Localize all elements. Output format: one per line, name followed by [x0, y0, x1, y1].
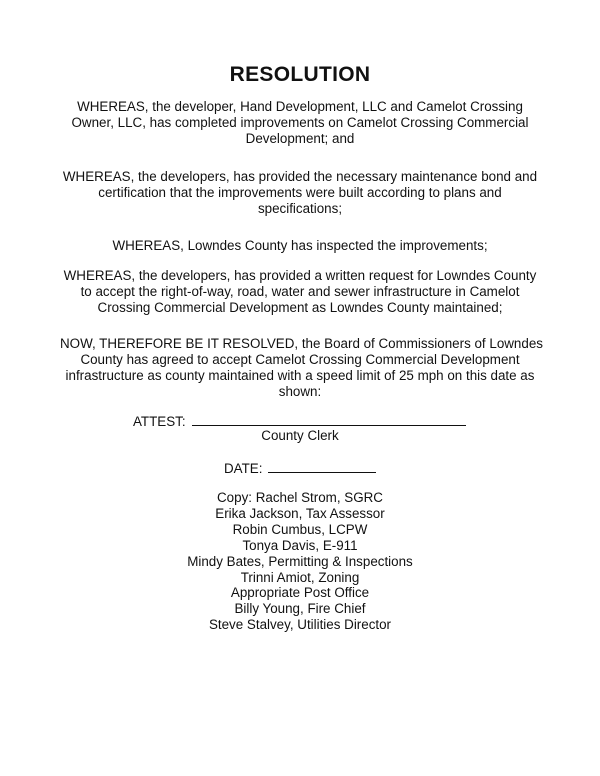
copy-recipient: Tonya Davis, E-911 [242, 537, 358, 553]
paragraph-line: Development; and [245, 131, 355, 146]
paragraph-line: to accept the right-of-way, road, water and sewer infrastructure in Camelot [80, 284, 520, 299]
paragraph-line: NOW, THEREFORE BE IT RESOLVED, the Board of Commissioners of Lowndes [60, 336, 543, 351]
copy-recipient: Trinni Amiot, Zoning [240, 569, 360, 585]
paragraph-line: specifications; [257, 201, 343, 216]
paragraph-line: WHEREAS, the developers, has provided a written request for Lowndes County [63, 268, 537, 283]
paragraph-line: infrastructure as county maintained with a speed limit of 25 mph on this date as [65, 368, 535, 383]
paragraph-line: certification that the improvements were built according to plans and [98, 185, 502, 200]
whereas-paragraph-1 [60, 99, 540, 147]
paragraph-line: WHEREAS, the developer, Hand Development, LLC and Camelot Crossing [77, 99, 523, 114]
copy-recipient: Steve Stalvey, Utilities Director [208, 617, 392, 633]
paragraph-line: Crossing Commercial Development as Lowndes County maintained; [97, 300, 503, 315]
paragraph-line: Owner, LLC, has completed improvements on Camelot Crossing Commercial [71, 115, 529, 130]
attest-signature-line [192, 412, 466, 426]
copy-recipient: Erika Jackson, Tax Assessor [215, 505, 385, 521]
date-label: DATE: [224, 461, 263, 476]
document-title: RESOLUTION [229, 63, 371, 86]
copy-recipient: Billy Young, Fire Chief [234, 601, 366, 617]
copy-list [0, 490, 600, 633]
whereas-paragraph-3 [60, 238, 540, 254]
paragraph-line: County has agreed to accept Camelot Crossing Commercial Development [80, 352, 520, 367]
date-blank-line [268, 459, 376, 473]
county-clerk-label: County Clerk [261, 428, 339, 443]
paragraph-line: WHEREAS, Lowndes County has inspected the improvements; [112, 238, 488, 253]
resolved-paragraph [60, 336, 543, 400]
whereas-paragraph-4 [60, 268, 540, 316]
attest-label: ATTEST: [133, 414, 186, 429]
copy-recipient: Copy: Rachel Strom, SGRC [217, 490, 383, 505]
copy-recipient: Mindy Bates, Permitting & Inspections [187, 553, 413, 569]
paragraph-line: WHEREAS, the developers, has provided the necessary maintenance bond and [62, 169, 538, 184]
whereas-paragraph-2 [60, 169, 540, 217]
copy-recipient: Robin Cumbus, LCPW [232, 521, 368, 537]
date-row [224, 459, 376, 477]
copy-recipient: Appropriate Post Office [230, 585, 370, 601]
paragraph-line: shown: [278, 384, 322, 399]
